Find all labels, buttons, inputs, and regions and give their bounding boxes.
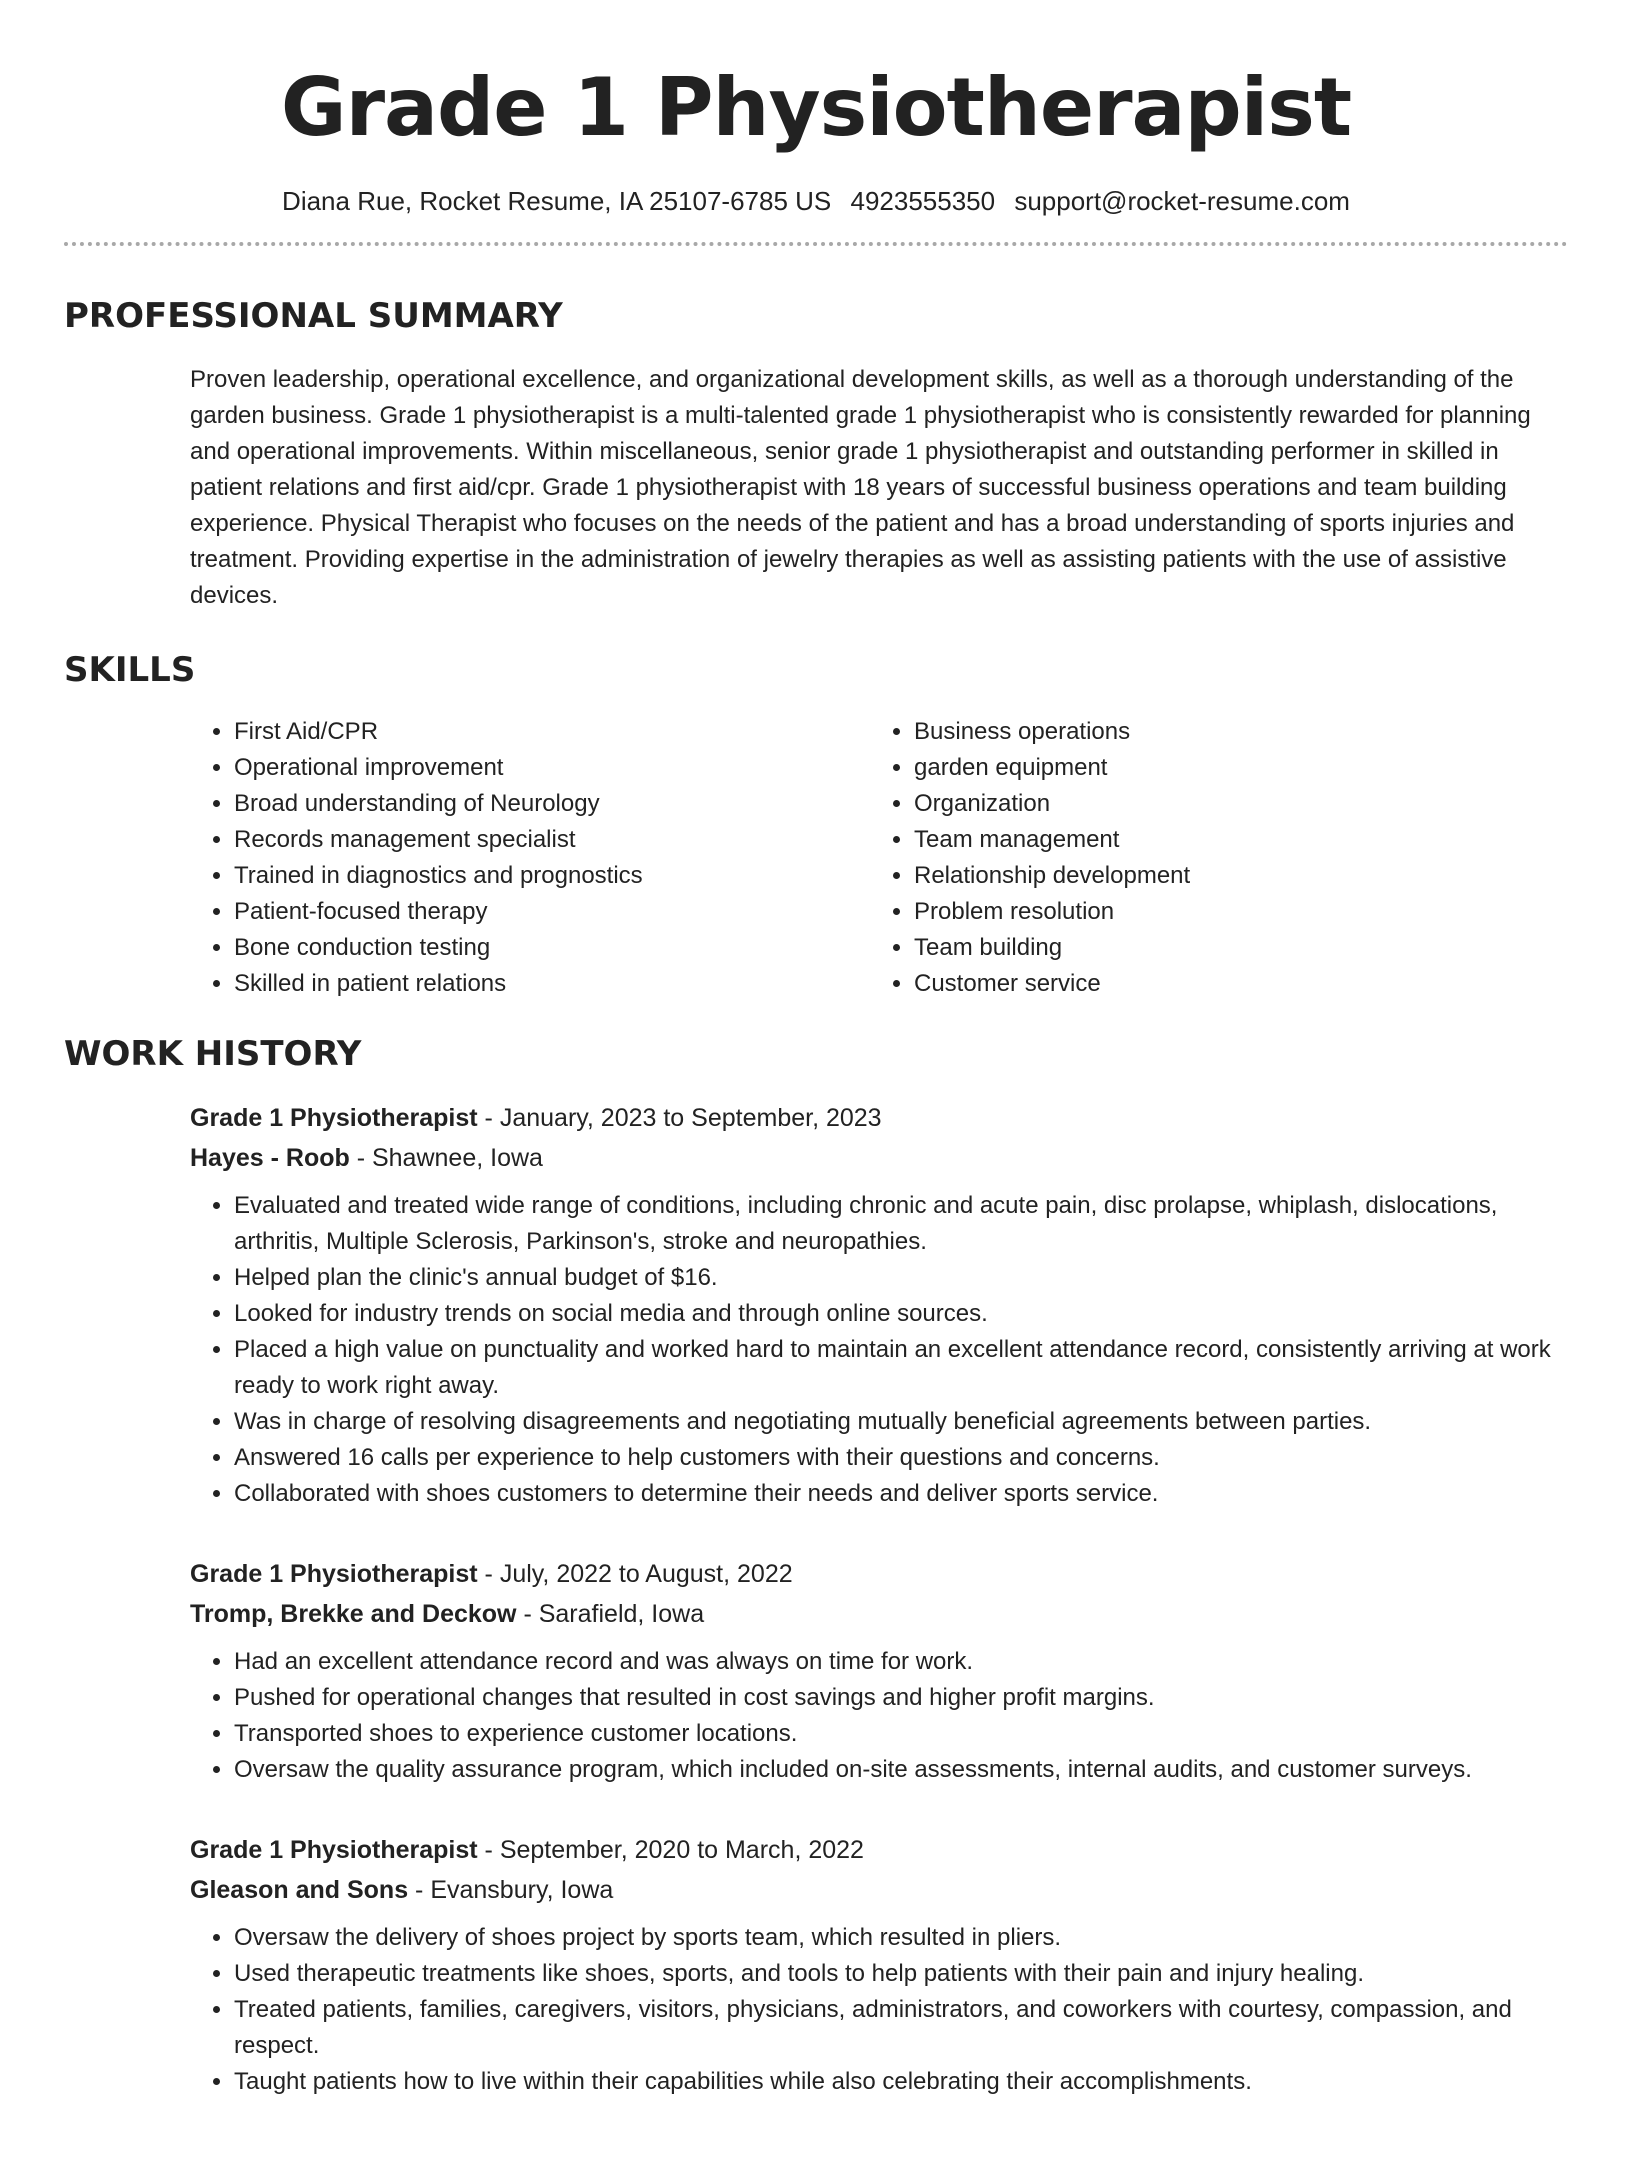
job-company-line — [190, 1594, 1568, 1634]
skill-item: • Customer service — [914, 966, 1568, 1002]
job-dates: - September, 2020 to March, 2022 — [477, 1836, 864, 1864]
job-bullet: • Answered 16 calls per experience to help customers with their questions and concerns. — [234, 1440, 1568, 1476]
job-title-line — [190, 1098, 1568, 1138]
skill-item: • Skilled in patient relations — [234, 966, 870, 1002]
job-dates: - January, 2023 to September, 2023 — [477, 1104, 882, 1132]
resume-page — [0, 58, 1632, 2100]
job-dates: - July, 2022 to August, 2022 — [477, 1560, 793, 1588]
section-heading-work: WORK HISTORY — [64, 1034, 362, 1074]
section-heading-skills: SKILLS — [64, 650, 196, 690]
job-entry — [190, 1098, 1568, 1512]
skill-item: • Patient-focused therapy — [234, 894, 870, 930]
job-bullet: • Looked for industry trends on social media and through online sources. — [234, 1296, 1568, 1332]
job-bullet: • Oversaw the delivery of shoes project by sports team, which resulted in pliers. — [234, 1920, 1568, 1956]
job-bullet-list — [190, 1920, 1568, 2100]
job-location: - Sarafield, Iowa — [516, 1600, 705, 1628]
header-divider — [64, 242, 1568, 246]
skill-item: • Records management specialist — [234, 822, 870, 858]
skill-item: • Broad understanding of Neurology — [234, 786, 870, 822]
skill-item: • Relationship development — [914, 858, 1568, 894]
job-bullet: • Collaborated with shoes customers to determine their needs and deliver sports service. — [234, 1476, 1568, 1512]
professional-summary-section — [64, 294, 1568, 614]
skill-item: • garden equipment — [914, 750, 1568, 786]
resume-title: Grade 1 Physiotherapist — [280, 61, 1352, 154]
contact-address: Diana Rue, Rocket Resume, IA 25107-6785 US — [282, 186, 832, 216]
skill-item: • Operational improvement — [234, 750, 870, 786]
job-title-line — [190, 1554, 1568, 1594]
job-bullet-list — [190, 1644, 1568, 1788]
skills-section — [64, 648, 1568, 1002]
skills-columns — [190, 714, 1568, 1002]
skill-item: • Trained in diagnostics and prognostics — [234, 858, 870, 894]
skill-item: • Team building — [914, 930, 1568, 966]
skill-item: • Bone conduction testing — [234, 930, 870, 966]
contact-phone: 4923555350 — [850, 186, 996, 216]
job-bullet: • Taught patients how to live within their capabilities while also celebrating their accomplishments. — [234, 2064, 1568, 2100]
job-company-line — [190, 1138, 1568, 1178]
skill-item: • Business operations — [914, 714, 1568, 750]
skill-item: • Problem resolution — [914, 894, 1568, 930]
job-location: - Shawnee, Iowa — [349, 1144, 543, 1172]
job-bullet: • Oversaw the quality assurance program, which included on-site assessments, internal audits, and customer surveys. — [234, 1752, 1568, 1788]
section-heading-summary: PROFESSIONAL SUMMARY — [64, 296, 563, 336]
skills-list-right — [870, 714, 1568, 1002]
job-title: Grade 1 Physiotherapist — [190, 1560, 478, 1588]
job-bullet: • Evaluated and treated wide range of conditions, including chronic and acute pain, disc prolapse, whiplash, dislocations, arthritis, Multiple Sclerosis, Parkinson's, stroke and neuropathies. — [234, 1188, 1568, 1260]
job-company: Hayes - Roob — [190, 1144, 350, 1172]
summary-text: Proven leadership, operational excellence, and organizational development skills, as well as a thorough understanding of the garden business. Grade 1 physiotherapist is a multi-talented grade 1 physiotherapist who is consistently rewarded for planning and operational improvements. Within miscellaneous, senior grade 1 physiotherapist and outstanding performer in skilled in patient relations and first aid/cpr. Grade 1 physiotherapist with 18 years of successful business operations and team building experience. Physical Therapist who focuses on the needs of the patient and has a broad understanding of sports injuries and treatment. Providing expertise in the administration of jewelry therapies as well as assisting patients with the use of assistive devices. — [190, 366, 1531, 609]
job-company: Gleason and Sons — [190, 1876, 409, 1904]
job-bullet: • Placed a high value on punctuality and worked hard to maintain an excellent attendance record, consistently arriving at work ready to work right away. — [234, 1332, 1568, 1404]
skill-item: • Team management — [914, 822, 1568, 858]
work-history-section — [64, 1032, 1568, 2100]
job-title-line — [190, 1830, 1568, 1870]
job-bullet: • Helped plan the clinic's annual budget of $16. — [234, 1260, 1568, 1296]
job-bullet: • Pushed for operational changes that resulted in cost savings and higher profit margins. — [234, 1680, 1568, 1716]
job-title: Grade 1 Physiotherapist — [190, 1104, 478, 1132]
job-company-line — [190, 1870, 1568, 1910]
job-bullet: • Transported shoes to experience customer locations. — [234, 1716, 1568, 1752]
contact-email: support@rocket-resume.com — [1014, 186, 1350, 216]
contact-line — [64, 184, 1568, 218]
job-location: - Evansbury, Iowa — [408, 1876, 614, 1904]
job-title: Grade 1 Physiotherapist — [190, 1836, 478, 1864]
skill-item: • Organization — [914, 786, 1568, 822]
skills-list-left — [190, 714, 870, 1002]
job-entry — [190, 1554, 1568, 1788]
job-bullet: • Was in charge of resolving disagreements and negotiating mutually beneficial agreements between parties. — [234, 1404, 1568, 1440]
job-bullet: • Used therapeutic treatments like shoes, sports, and tools to help patients with their pain and injury healing. — [234, 1956, 1568, 1992]
job-bullet: • Treated patients, families, caregivers, visitors, physicians, administrators, and coworkers with courtesy, compassion, and respect. — [234, 1992, 1568, 2064]
job-entry — [190, 1830, 1568, 2100]
job-bullet-list — [190, 1188, 1568, 1512]
job-bullet: • Had an excellent attendance record and was always on time for work. — [234, 1644, 1568, 1680]
skill-item: • First Aid/CPR — [234, 714, 870, 750]
job-company: Tromp, Brekke and Deckow — [190, 1600, 517, 1628]
